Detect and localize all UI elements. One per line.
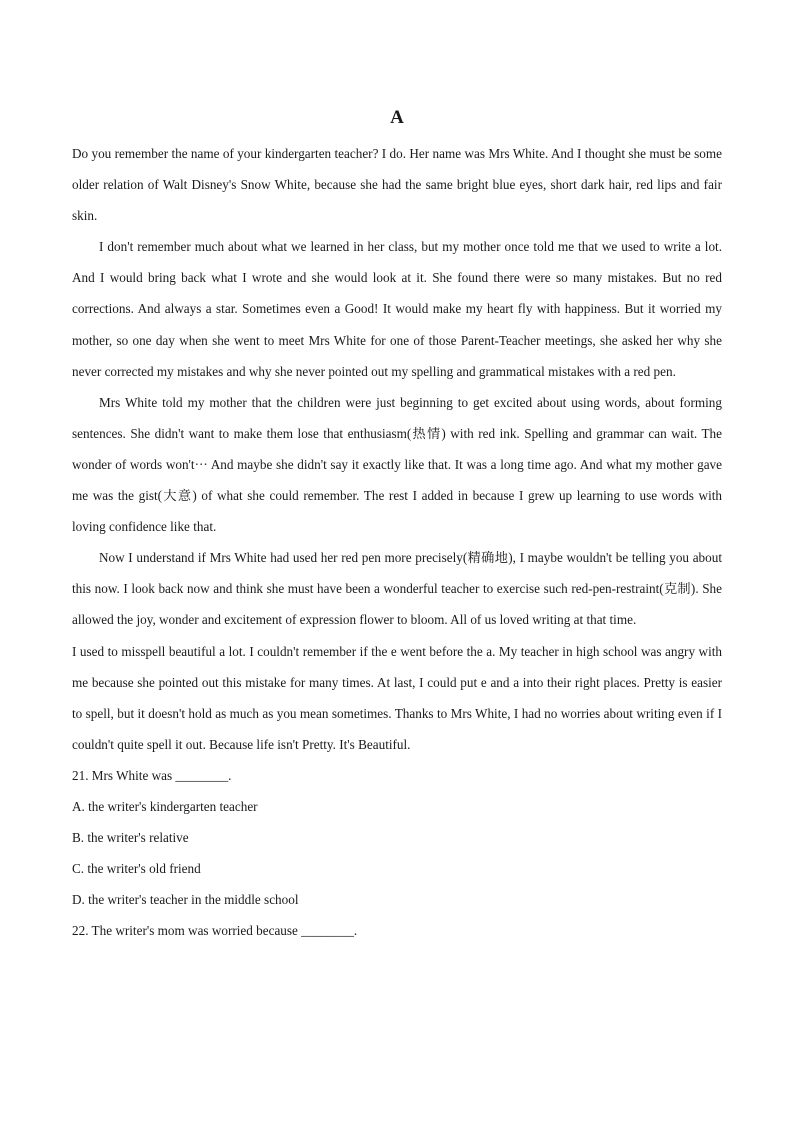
passage-title: A (390, 107, 404, 128)
paragraph-5: I used to misspell beautiful a lot. I couldn't remember if the e went before the a. My teacher in high school was angry with me because she pointed out this mistake for many times. At last, I could put e and a into their right places. Pretty is easier to spell, but it doesn't hold as much as you mean sometimes. Thanks to Mrs White, I had no worries about writing even if I couldn't quite spell it out. Because life isn't Pretty. It's Beautiful. (72, 643, 722, 752)
paragraph-4: Now I understand if Mrs White had used her red pen more precisely(精确地), I maybe wouldn't be telling you about this now. I look back now and think she must have been a wonderful teacher to exercise such red-pen-restraint(克制). She allowed the joy, wonder and excitement of expression flower to bloom. All of us loved writing at that time. (72, 550, 722, 628)
question-21-option-d: D. the writer's teacher in the middle school (72, 892, 299, 908)
question-21-stem: 21. Mrs White was ________. (72, 767, 232, 783)
question-21-option-c: C. the writer's old friend (72, 861, 201, 877)
question-21-option-a: A. the writer's kindergarten teacher (72, 798, 258, 814)
paragraph-3: Mrs White told my mother that the children were just beginning to get excited about using words, about forming sentences. She didn't want to make them lose that enthusiasm(热情) with red ink. Spelling and grammar can wait. The wonder of words won't··· And maybe she didn't say it exactly like that. It was a long time ago. And what my mother gave me was the gist(大意) of what she could remember. The rest I added in because I grew up learning to use words with loving confidence like that. (72, 394, 722, 535)
question-22-stem: 22. The writer's mom was worried because ________. (72, 923, 358, 939)
passage-body (72, 138, 722, 946)
paragraph-1: Do you remember the name of your kindergarten teacher? I do. Her name was Mrs White. And I thought she must be some older relation of Walt Disney's Snow White, because she had the same bright blue eyes, short dark hair, red lips and fair skin. (72, 146, 722, 224)
question-21-option-b: B. the writer's relative (72, 830, 189, 846)
paragraph-2: I don't remember much about what we learned in her class, but my mother once told me that we used to write a lot. And I would bring back what I wrote and she would look at it. She found there were so many mistakes. But no red corrections. And always a star. Sometimes even a Good! It would make my heart fly with happiness. But it worried my mother, so one day when she went to meet Mrs White for one of those Parent-Teacher meetings, she asked her why she never corrected my mistakes and why she never pointed out my spelling and grammatical mistakes with a red pen. (72, 239, 722, 379)
